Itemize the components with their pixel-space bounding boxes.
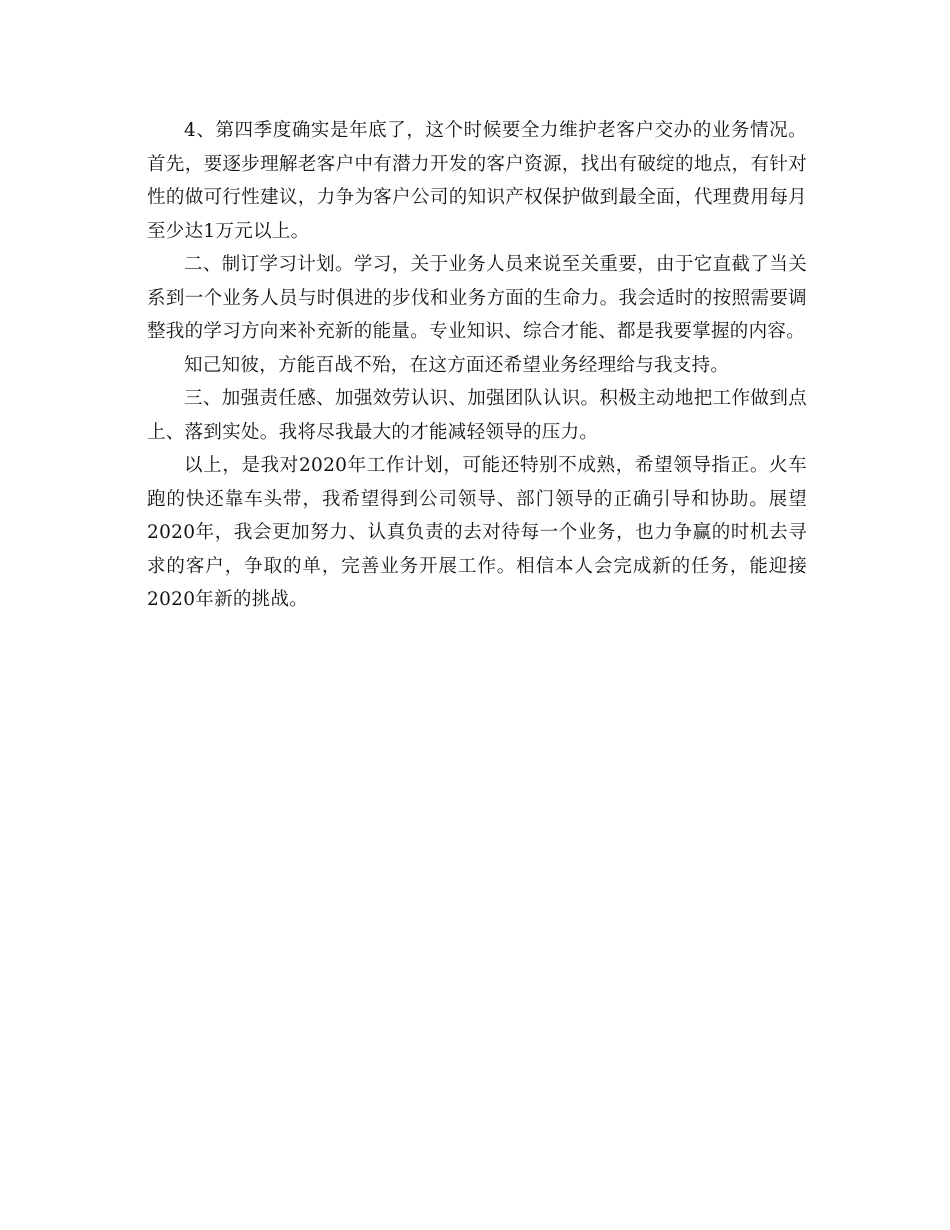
paragraph-conclusion: 以上，是我对2020年工作计划，可能还特别不成熟，希望领导指正。火车跑的快还靠车头带，我希望得到公司领导、部门领导的正确引导和协助。展望2020年，我会更加努力、认真负责的去对待每一个业务，也力争赢的时机去寻求的客户，争取的单，完善业务开展工作。相信本人会完成新的任务，能迎接2020年新的挑战。 bbox=[147, 455, 807, 610]
paragraph-responsibility: 三、加强责任感、加强效劳认识、加强团队认识。积极主动地把工作做到点上、落到实处。我将尽我最大的才能减轻领导的压力。 bbox=[147, 388, 807, 443]
document-body bbox=[147, 114, 807, 617]
paragraph-fourth-quarter: 4、第四季度确实是年底了，这个时候要全力维护老客户交办的业务情况。首先，要逐步理解老客户中有潜力开发的客户资源，找出有破绽的地点，有针对性的做可行性建议，力争为客户公司的知识产权保护做到最全面，代理费用每月至少达1万元以上。 bbox=[147, 120, 807, 242]
paragraph-study-plan: 二、制订学习计划。学习，关于业务人员来说至关重要，由于它直截了当关系到一个业务人员与时俱进的步伐和业务方面的生命力。我会适时的按照需要调整我的学习方向来补充新的能量。专业知识、综合才能、都是我要掌握的内容。 bbox=[147, 254, 807, 342]
paragraph-know-yourself: 知己知彼，方能百战不殆，在这方面还希望业务经理给与我支持。 bbox=[184, 354, 730, 376]
